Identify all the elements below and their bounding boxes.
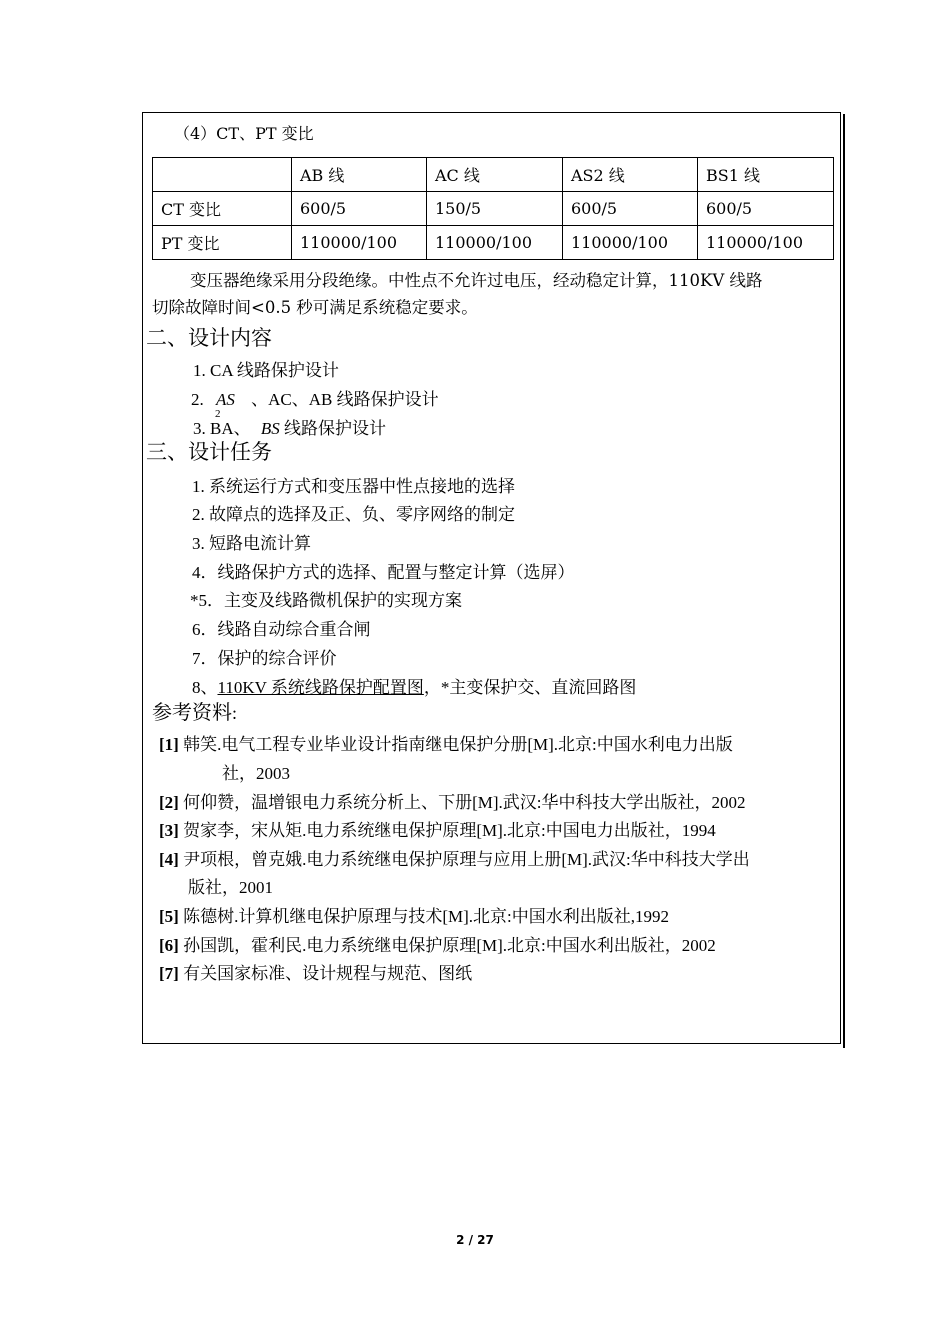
page-indicator: 2 / 27 (456, 1233, 494, 1247)
table-row (153, 192, 834, 226)
reference-number: [1] (159, 735, 179, 754)
references-title-text: 参考资料 (152, 700, 232, 724)
reference-continuation: 版社，2001 (188, 878, 273, 897)
reference-text: 尹项根，曾克娥.电力系统继电保护原理与应用上册[M].武汉:华中科技大学出 (183, 850, 750, 869)
table-cell (153, 158, 292, 192)
reference-number: [5] (159, 907, 179, 926)
table-cell: 110000/100 (427, 226, 563, 260)
table-cell: 110000/100 (698, 226, 834, 260)
table-cell: 600/5 (563, 192, 698, 226)
reference-number: [6] (159, 936, 179, 955)
references-title-colon: : (232, 703, 238, 723)
reference-item (159, 906, 669, 928)
table-cell: AC 线 (427, 158, 563, 192)
item-text: 、AC、AB 线路保护设计 (251, 390, 439, 409)
item-text: 线路保护设计 (284, 419, 387, 438)
reference-text: 何仰赞，温增银电力系统分析上、下册[M].武汉:华中科技大学出版社，2002 (183, 793, 746, 812)
task-item-7: 7．保护的综合评价 (192, 649, 337, 668)
table-cell: 150/5 (427, 192, 563, 226)
table-header-row (153, 158, 834, 192)
task-item-4: 4．线路保护方式的选择、配置与整定计算（选屏） (192, 563, 575, 582)
task-item-6: 6．线路自动综合重合闸 (192, 620, 371, 639)
design-content-title: 二、设计内容 (146, 326, 272, 350)
reference-text: 孙国凯，霍利民.电力系统继电保护原理[M].北京:中国水利出版社，2002 (183, 936, 716, 955)
italic-symbol-bs: BS (260, 419, 280, 438)
reference-number: [7] (159, 964, 179, 983)
references-title (152, 699, 237, 726)
reference-text: 有关国家标准、设计规程与规范、图纸 (183, 964, 473, 983)
task-item-8 (192, 677, 636, 699)
design-content-item-1: 1. CA 线路保护设计 (193, 361, 339, 380)
ct-pt-table (152, 157, 834, 260)
ct-pt-heading: （4）CT、PT 变比 (174, 124, 314, 143)
item-number: 2. (191, 390, 204, 409)
reference-item (159, 734, 733, 756)
table-cell: BS1 线 (698, 158, 834, 192)
table-cell: 600/5 (292, 192, 427, 226)
table-cell: 110000/100 (292, 226, 427, 260)
insulation-note-line2: 切除故障时间<0.5 秒可满足系统稳定要求。 (152, 298, 478, 317)
task-item-5: *5．主变及线路微机保护的实现方案 (190, 591, 462, 610)
table-cell: 600/5 (698, 192, 834, 226)
task-item-1: 1. 系统运行方式和变压器中性点接地的选择 (192, 477, 515, 496)
reference-number: [4] (159, 850, 179, 869)
item-number: 8、 (192, 678, 218, 697)
underlined-diagram-title: 110KV 系统线路保护配置图 (217, 678, 424, 697)
italic-symbol-as: AS (216, 390, 235, 409)
design-content-item-3 (193, 418, 386, 440)
reference-text: 贺家李，宋从矩.电力系统继电保护原理[M].北京:中国电力出版社，1994 (183, 821, 716, 840)
reference-item (159, 849, 750, 871)
frame-shadow (843, 114, 845, 1048)
reference-item (159, 792, 746, 814)
insulation-note-line1: 变压器绝缘采用分段绝缘。中性点不允许过电压，经动稳定计算，110KV 线路 (190, 271, 763, 290)
reference-number: [2] (159, 793, 179, 812)
reference-text: 韩笑.电气工程专业毕业设计指南继电保护分册[M].北京:中国水利电力出版 (183, 735, 733, 754)
design-content-item-2 (191, 389, 439, 411)
subscript-2: 2 (215, 408, 221, 420)
table-cell: AB 线 (292, 158, 427, 192)
design-tasks-title: 三、设计任务 (146, 440, 272, 464)
reference-number: [3] (159, 821, 179, 840)
item-number: 3. BA、 (193, 419, 251, 438)
task-item-3: 3. 短路电流计算 (192, 534, 311, 553)
reference-item (159, 935, 716, 957)
table-cell: CT 变比 (153, 192, 292, 226)
reference-text: 陈德树.计算机继电保护原理与技术[M].北京:中国水利出版社,1992 (183, 907, 669, 926)
table-row (153, 226, 834, 260)
task-item-2: 2. 故障点的选择及正、负、零序网络的制定 (192, 505, 515, 524)
reference-item (159, 820, 716, 842)
table-cell: 110000/100 (563, 226, 698, 260)
reference-item (159, 963, 472, 985)
reference-continuation: 社，2003 (222, 764, 290, 783)
table-cell: PT 变比 (153, 226, 292, 260)
item-text: ，*主变保护交、直流回路图 (423, 678, 637, 697)
table-cell: AS2 线 (563, 158, 698, 192)
